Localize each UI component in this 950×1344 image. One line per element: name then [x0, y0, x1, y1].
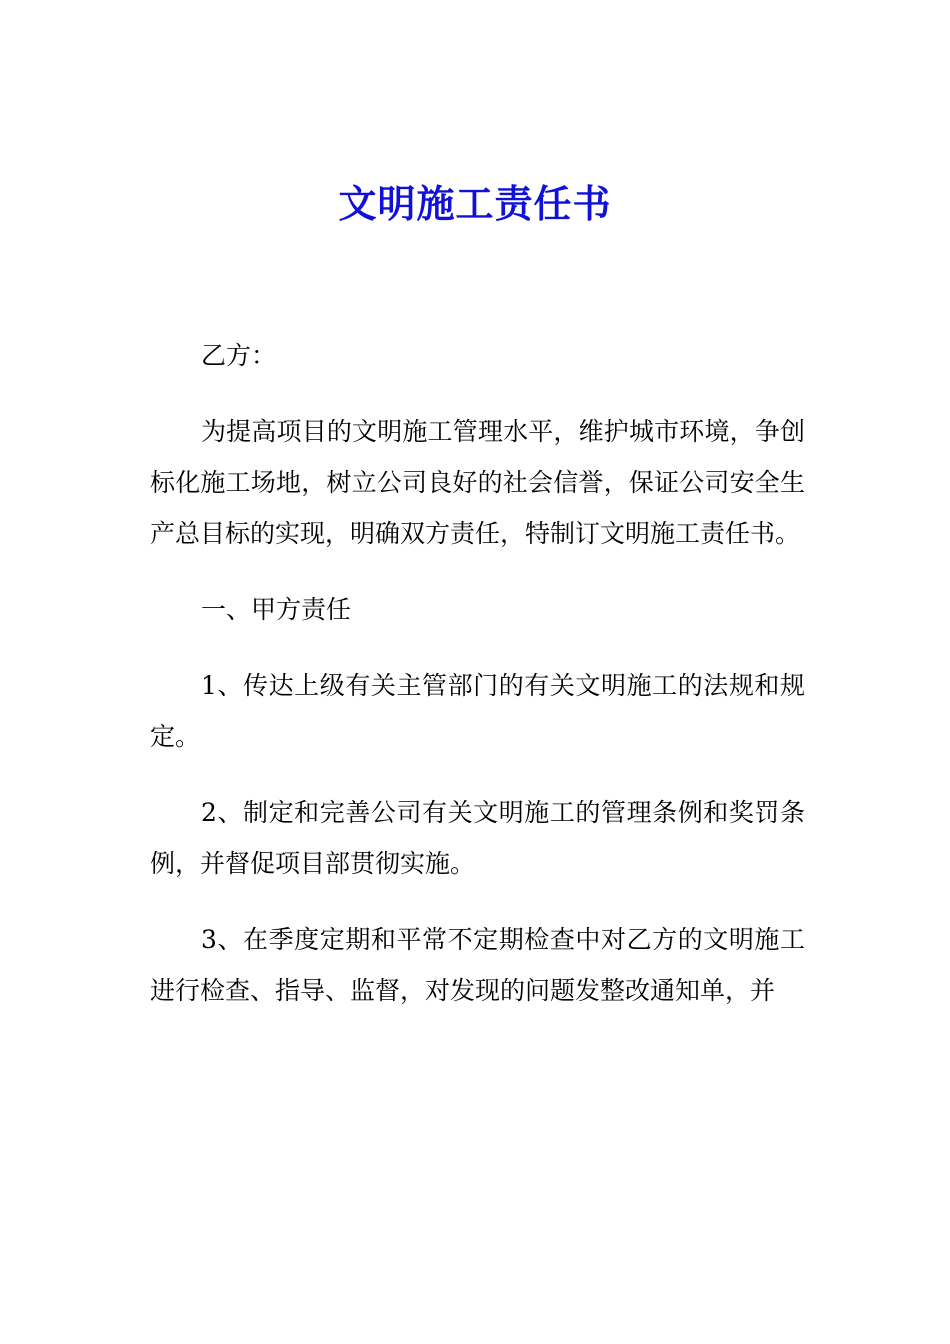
intro-paragraph: 为提高项目的文明施工管理水平，维护城市环境，争创标化施工场地，树立公司良好的社会信誉，保证公司安全生产总目标的实现，明确双方责任，特制订文明施工责任书。: [150, 417, 805, 548]
section-heading-party-a: 一、甲方责任: [201, 595, 352, 624]
document-title: 文明施工责任书: [338, 181, 612, 226]
party-b-label: 乙方：: [201, 341, 277, 370]
clause-2: 2、制定和完善公司有关文明施工的管理条例和奖罚条例，并督促项目部贯彻实施。: [150, 798, 805, 878]
clause-1: 1、传达上级有关主管部门的有关文明施工的法规和规定。: [150, 671, 805, 751]
document-body: [150, 330, 805, 1041]
clause-3: 3、在季度定期和平常不定期检查中对乙方的文明施工进行检查、指导、监督，对发现的问题发整改通知单，并: [150, 925, 805, 1005]
